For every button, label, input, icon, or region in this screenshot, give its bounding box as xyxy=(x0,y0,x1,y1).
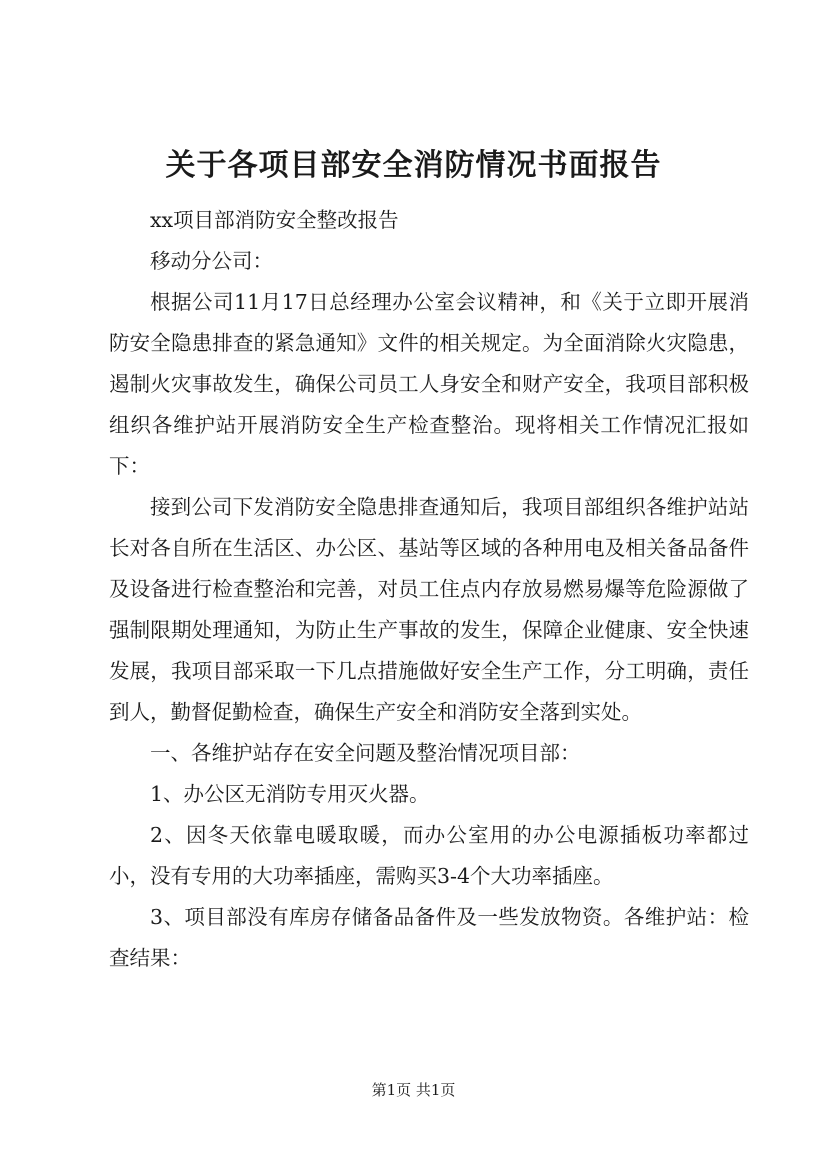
page-number-footer: 第1页 共1页 xyxy=(371,1081,456,1099)
document-title: 关于各项目部安全消防情况书面报告 xyxy=(165,148,662,183)
paragraph-subtitle: xx项目部消防安全整改报告 xyxy=(150,208,399,232)
paragraph-section-heading: 一、各维护站存在安全问题及整治情况项目部： xyxy=(150,741,581,765)
paragraph-recipient: 移动分公司： xyxy=(150,249,273,273)
paragraph-item-1: 1、办公区无消防专用灭火器。 xyxy=(150,782,430,806)
paragraph-item-3: 3、项目部没有库房存储备品备件及一些发放物资。各维护站：检查结果： xyxy=(109,905,749,970)
paragraph-measures: 接到公司下发消防安全隐患排查通知后，我项目部组织各维护站站长对各自所在生活区、办公区、基站等区域的各种用电及相关备品备件及设备进行检查整治和完善，对员工住点内存放易燃易爆等危险源做了强制限期处理通知，为防止生产事故的发生，保障企业健康、安全快速发展，我项目部采取一下几点措施做好安全生产工作，分工明确，责任到人，勤督促勤检查，确保生产安全和消防安全落到实处。 xyxy=(109,495,749,724)
paragraph-intro: 根据公司11月17日总经理办公室会议精神，和《关于立即开展消防安全隐患排查的紧急通知》文件的相关规定。为全面消除火灾隐患，遏制火灾事故发生，确保公司员工人身安全和财产安全，我项目部积极组织各维护站开展消防安全生产检查整治。现将相关工作情况汇报如下： xyxy=(109,290,749,478)
document-body xyxy=(109,200,749,979)
paragraph-item-2: 2、因冬天依靠电暖取暖，而办公室用的办公电源插板功率都过小，没有专用的大功率插座，需购买3-4个大功率插座。 xyxy=(109,823,749,888)
